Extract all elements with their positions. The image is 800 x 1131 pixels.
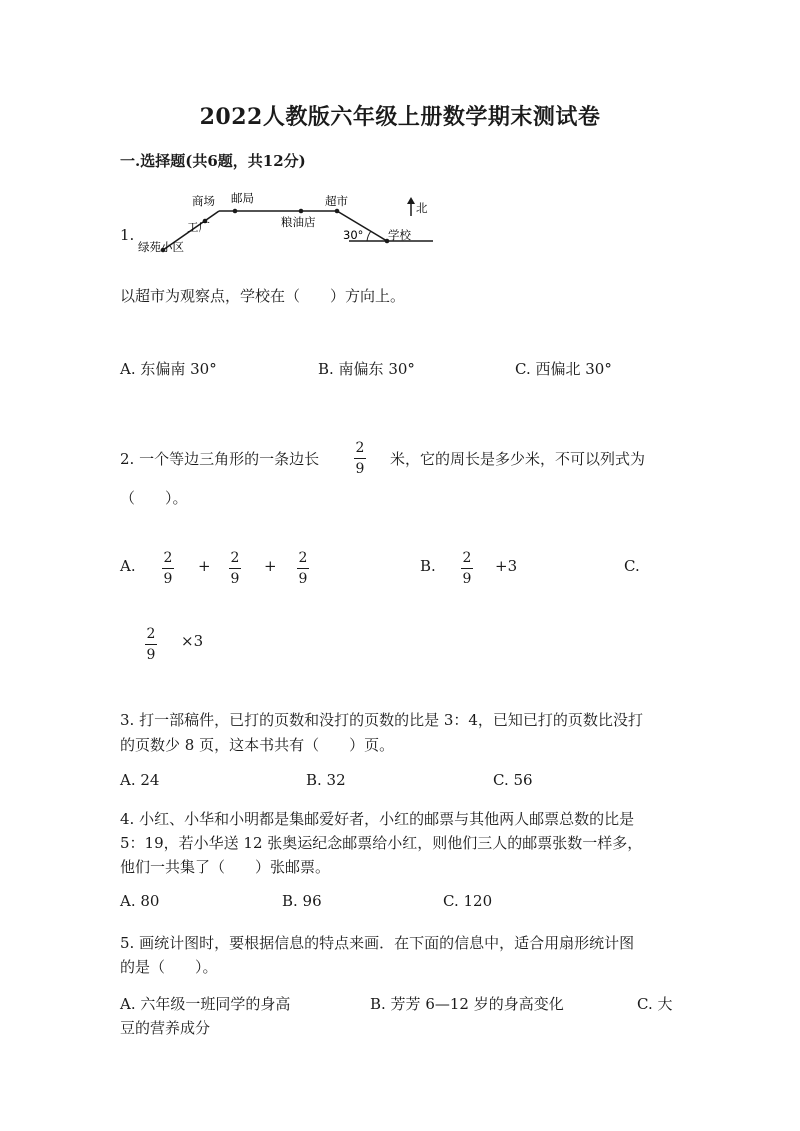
question-text: 以超市为观察点，学校在（ ）方向上。	[120, 287, 406, 305]
page-title: 2022人教版六年级上册数学期末测试卷	[199, 104, 601, 130]
section-header: 一.选择题(共6题，共12分)	[120, 152, 306, 170]
option-a-label[interactable]: A.	[120, 557, 136, 575]
question-text: 5：19，若小华送 12 张奥运纪念邮票给小红，则他们三人的邮票张数一样多，	[120, 834, 643, 852]
north-arrow-head	[407, 197, 415, 204]
map-label-post-office: 邮局	[231, 191, 254, 205]
fraction-denominator: 9	[230, 571, 240, 587]
option-c[interactable]: C. 120	[443, 892, 493, 910]
question-text: 他们一共集了（ ）张邮票。	[120, 858, 331, 876]
option-c-continued: 豆的营养成分	[120, 1019, 211, 1037]
map-label-supermarket: 超市	[325, 194, 348, 208]
fraction-numerator: 2	[355, 440, 365, 456]
option-a[interactable]: A. 80	[120, 892, 160, 910]
option-c[interactable]: C. 大	[637, 995, 673, 1013]
option-c[interactable]: C. 西偏北 30°	[515, 360, 612, 378]
map-label-factory: 工厂	[187, 220, 210, 234]
question-number: 1.	[120, 226, 135, 244]
fraction	[162, 550, 174, 587]
map-point	[335, 209, 340, 214]
option-b-label[interactable]: B.	[420, 557, 436, 575]
option-b[interactable]: B. 南偏东 30°	[318, 360, 415, 378]
fraction-numerator: 2	[298, 550, 308, 566]
fraction-denominator: 9	[462, 571, 472, 587]
question-text: 的页数少 8 页，这本书共有（ ）页。	[120, 736, 395, 754]
fraction-denominator: 9	[163, 571, 173, 587]
map-point	[299, 209, 304, 214]
plus-sign: +	[198, 557, 211, 575]
option-b[interactable]: B. 96	[282, 892, 322, 910]
map-label-north: 北	[416, 201, 428, 215]
option-a[interactable]: A. 东偏南 30°	[120, 360, 217, 378]
fraction	[145, 626, 157, 663]
map-label-mall: 商场	[192, 194, 215, 208]
option-c-suffix: ×3	[181, 632, 204, 650]
fraction-numerator: 2	[230, 550, 240, 566]
question-text: 3. 打一部稿件，已打的页数和没打的页数的比是 3：4，已知已打的页数比没打	[120, 711, 643, 729]
map-label-grain-store: 粮油店	[281, 215, 316, 229]
option-c-label[interactable]: C.	[624, 557, 640, 575]
fraction-numerator: 2	[163, 550, 173, 566]
option-b[interactable]: B. 32	[306, 771, 346, 789]
option-c[interactable]: C. 56	[493, 771, 533, 789]
map-label-community: 绿苑小区	[138, 240, 184, 254]
question-text: 的是（ ）。	[120, 958, 218, 976]
fraction	[354, 440, 366, 477]
map-label-angle: 30°	[343, 228, 364, 242]
plus-sign: +	[264, 557, 277, 575]
fraction	[461, 550, 473, 587]
question-text: 4. 小红、小华和小明都是集邮爱好者，小红的邮票与其他两人邮票总数的比是	[120, 810, 635, 828]
fraction-denominator: 9	[146, 647, 156, 663]
option-a[interactable]: A. 24	[120, 771, 160, 789]
fraction	[297, 550, 309, 587]
map-label-school: 学校	[388, 228, 411, 242]
fraction	[229, 550, 241, 587]
map-diagram	[135, 190, 465, 262]
fraction-numerator: 2	[462, 550, 472, 566]
option-b[interactable]: B. 芳芳 6—12 岁的身高变化	[370, 995, 564, 1013]
question-text: 2. 一个等边三角形的一条边长	[120, 450, 320, 468]
option-a[interactable]: A. 六年级一班同学的身高	[120, 995, 291, 1013]
option-b-suffix: +3	[495, 557, 518, 575]
question-text: 米，它的周长是多少米，不可以列式为	[390, 450, 646, 468]
fraction-denominator: 9	[355, 461, 365, 477]
question-text: 5. 画统计图时，要根据信息的特点来画．在下面的信息中，适合用扇形统计图	[120, 934, 635, 952]
question-text: （ ）。	[120, 489, 188, 507]
fraction-denominator: 9	[298, 571, 308, 587]
map-point	[233, 209, 238, 214]
fraction-numerator: 2	[146, 626, 156, 642]
angle-arc	[367, 231, 371, 241]
